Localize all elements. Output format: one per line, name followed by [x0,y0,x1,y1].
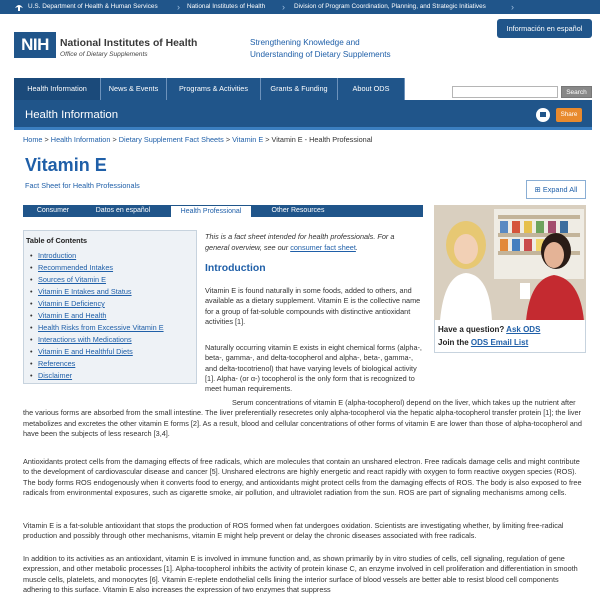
tagline-line-2: Understanding of Dietary Supplements [250,50,391,59]
toc-item [30,370,164,382]
division-link[interactable]: Division of Program Coordination, Planning, and Strategic Initiatives [294,3,486,10]
ods-email-list-link[interactable]: ODS Email List [470,338,529,347]
chevron-right-icon: › [177,2,180,12]
breadcrumb-fact-sheets[interactable]: Dietary Supplement Fact Sheets [118,135,224,144]
paragraph-2: Naturally occurring vitamin E exists in eight chemical forms (alpha-, beta-, gamma-, and delta-tocopherol and alpha-, beta-, gamma-, and delta-tocotrienol) that have varying levels of biological activity [1]. Alpha- (or α-) tocopherol is the only form that is recognized to meet human requirements. [205,343,422,394]
toc-link-health-risks[interactable]: Health Risks from Excessive Vitamin E [38,323,164,332]
nav-tab-programs-activities[interactable]: Programs & Activities [167,78,261,100]
nav-tab-about-ods[interactable]: About ODS [338,78,405,100]
tab-consumer[interactable]: Consumer [36,207,70,214]
breadcrumb-health-information[interactable]: Health Information [50,135,111,144]
expand-icon: ⊞ [534,185,543,194]
toc-item [30,358,164,370]
toc-link-deficiency[interactable]: Vitamin E Deficiency [38,299,105,308]
paragraph-6: In addition to its activities as an antioxidant, vitamin E is involved in immune function and, as shown primarily by in vitro studies of cells, cell signaling, regulation of gene expression, and other metabolic processes [1]. Alpha-tocopherol inhibits the activity of protein kinase C, an enzyme involved in cell proliferation and differentiation in smooth muscle cells, platelets, and monocytes [6]. Vitamin E-replete endothelial cells lining the interior surface of blood vessels are better able to resist blood cell components adhering to this surface. Vitamin E also increases the expression of two enzymes that suppress [23,554,578,594]
paragraph-3: Serum concentrations of vitamin E (alpha-tocopherol) depend on the liver, which takes up the nutrient after the various forms are absorbed from the small intestine. The liver preferentially resecretes only alpha-tocopherol via the hepatic alpha-tocopherol transfer protein [1]; the liver metabolizes and excretes the other vitamin E forms [2]. As a result, blood and cellular concentrations of other forms of vitamin E are lower than those of alpha-tocopherol and have been the subjects of less research [3,4]. [23,398,582,438]
toc-link-recommended-intakes[interactable]: Recommended Intakes [38,263,114,272]
toc-item [30,346,164,358]
nav-tab-health-information[interactable]: Health Information [14,78,101,100]
toc-item [30,274,164,286]
toc-link-healthful-diets[interactable]: Vitamin E and Healthful Diets [38,347,133,356]
toc-item [30,310,164,322]
intro-note-text: This is a fact sheet intended for health professionals. For a general overview, see our [205,232,395,252]
join-label: Join the [438,338,471,347]
section-title: Health Information [25,109,119,121]
toc-link-health[interactable]: Vitamin E and Health [38,311,107,320]
share-button[interactable]: Share [556,108,582,122]
intro-note [205,231,420,253]
tagline-line-1: Strengthening Knowledge and [250,38,360,47]
print-icon[interactable] [536,108,550,122]
toc-item [30,322,164,334]
breadcrumb-home[interactable]: Home [23,135,43,144]
consumer-fact-sheet-link[interactable]: consumer fact sheet [290,243,356,252]
nih-name: National Institutes of Health [60,38,198,49]
toc-link-interactions[interactable]: Interactions with Medications [38,335,132,344]
toc-item [30,334,164,346]
chevron-right-icon: › [511,2,514,12]
hhs-link[interactable]: U.S. Department of Health & Human Services [28,3,158,10]
toc-link-references[interactable]: References [38,359,76,368]
breadcrumb-current: Vitamin E - Health Professional [271,135,373,144]
toc-item [30,250,164,262]
breadcrumb [23,135,372,144]
tab-other-resources[interactable]: Other Resources [271,207,325,214]
toc-list [30,250,164,382]
paragraph-1: Vitamin E is found naturally in some foods, added to others, and available as a dietary supplement. Vitamin E is the collective name for a group of fat-soluble compounds with distinctive antioxidant activities [1]. [205,286,421,326]
tagline [250,37,391,61]
toc-link-disclaimer[interactable]: Disclaimer [38,371,73,380]
intro-note-end: . [355,243,358,252]
search-button[interactable]: Search [561,86,592,98]
page-subtitle: Fact Sheet for Health Professionals [25,181,140,190]
toc-link-sources[interactable]: Sources of Vitamin E [38,275,107,284]
ods-name: Office of Dietary Supplements [60,51,148,58]
ask-ods-link[interactable]: Ask ODS [506,325,541,334]
hhs-eagle-icon [14,2,24,12]
expand-all-button[interactable] [526,180,586,199]
introduction-heading: Introduction [205,263,266,274]
toc-item [30,262,164,274]
expand-all-label: Expand All [542,185,578,194]
nih-logo[interactable]: NIH [14,32,56,58]
question-line [438,325,540,334]
toc-item [30,298,164,310]
toc-link-introduction[interactable]: Introduction [38,251,77,260]
toc-link-intakes-status[interactable]: Vitamin E Intakes and Status [38,287,132,296]
chevron-right-icon: › [282,2,285,12]
paragraph-4: Antioxidants protect cells from the damaging effects of free radicals, which are molecules that contain an unshared electron. Free radicals damage cells and might contribute to the development of cardiovascular disease and cancer [5]. Unshared electrons are highly energetic and react rapidly with oxygen to form reactive oxygen species (ROS). The body forms ROS endogenously when it converts food to energy, and antioxidants might protect cells from the damaging effects of ROS. The body is also exposed to free radicals from environmental exposures, such as cigarette smoke, air pollution, and ultraviolet radiation from the sun. ROS are part of signaling mechanisms among cells. [23,457,582,497]
breadcrumb-separator: > [112,135,119,144]
breadcrumb-vitamin-e[interactable]: Vitamin E [232,135,264,144]
breadcrumb-separator: > [225,135,233,144]
nav-tab-grants-funding[interactable]: Grants & Funding [261,78,338,100]
page-title: Vitamin E [25,155,107,175]
breadcrumb-separator: > [44,135,51,144]
pharmacist-photo [434,205,586,321]
paragraph-5: Vitamin E is a fat-soluble antioxidant that stops the production of ROS formed when fat undergoes oxidation. Scientists are investigating whether, by limiting free-radical production and possibly through other mechanisms, vitamin E might help prevent or delay the chronic diseases associated with free radicals. [23,521,564,541]
question-label: Have a question? [438,325,507,334]
nih-link[interactable]: National Institutes of Health [187,3,266,10]
toc-item [30,286,164,298]
toc-title: Table of Contents [26,236,88,245]
tab-health-professional[interactable]: Health Professional [170,205,252,217]
nav-tab-news-events[interactable]: News & Events [101,78,167,100]
tab-datos-en-espanol[interactable]: Datos en español [95,207,151,214]
search-input[interactable] [452,86,558,98]
breadcrumb-separator: > [265,135,272,144]
email-list-line [438,338,528,347]
espanol-button[interactable]: Información en español [497,19,592,38]
